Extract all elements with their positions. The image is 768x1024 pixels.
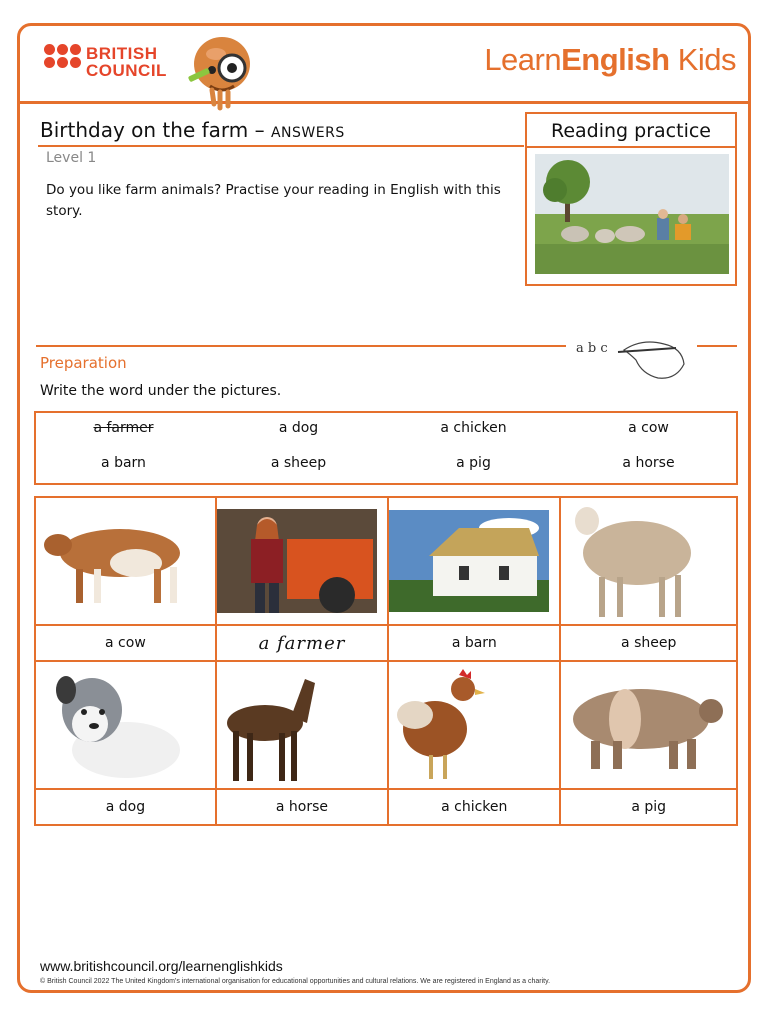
picture-cell (560, 497, 737, 625)
horse-picture (217, 665, 327, 785)
word-bank-row (36, 455, 736, 471)
picture-cell (216, 661, 388, 789)
farmer-picture (217, 509, 377, 613)
worksheet-frame (17, 23, 751, 993)
logo-english: English (561, 42, 670, 77)
picture-row (35, 497, 737, 625)
level-label: Level 1 (46, 150, 97, 166)
picture-cell (388, 497, 560, 625)
reading-practice-box (525, 112, 737, 148)
word-bank-item: a dog (278, 420, 319, 436)
british-council-logo (44, 44, 167, 80)
answer-label: a farmer (216, 625, 388, 661)
preparation-title: Preparation (40, 354, 127, 372)
bc-logo-line-1: BRITISH (86, 44, 158, 63)
picture-cell (560, 661, 737, 789)
farm-scene-photo (535, 154, 729, 274)
word-bank-item: a barn (101, 455, 146, 471)
reading-practice-title: Reading practice (551, 120, 711, 142)
answer-label: a horse (216, 789, 388, 825)
logo-learn: Learn (484, 42, 562, 77)
preparation-divider (36, 345, 566, 347)
page-title (40, 118, 345, 142)
writing-hand-icon (572, 328, 692, 386)
picture-cell (216, 497, 388, 625)
answer-label: a sheep (560, 625, 737, 661)
mascot-icon (186, 32, 258, 112)
word-bank-item: a chicken (440, 420, 507, 436)
answer-label: a cow (35, 625, 216, 661)
preparation-instruction: Write the word under the pictures. (40, 383, 282, 399)
title-row (38, 115, 524, 147)
title-main: Birthday on the farm – (40, 118, 265, 142)
word-bank-row (36, 420, 736, 436)
barn-picture (389, 510, 549, 612)
word-bank-item: a pig (456, 455, 491, 471)
word-bank (34, 411, 738, 485)
chicken-picture (389, 665, 489, 785)
picture-cell (35, 497, 216, 625)
cow-picture (36, 511, 204, 611)
learnenglish-kids-logo (484, 42, 736, 78)
answer-label: a pig (560, 789, 737, 825)
picture-cell (388, 661, 560, 789)
logo-kids: Kids (677, 42, 736, 77)
pig-picture (561, 675, 725, 775)
picture-cell (35, 661, 216, 789)
answer-label: a dog (35, 789, 216, 825)
answer-row (35, 625, 737, 661)
word-bank-item: a farmer (93, 420, 154, 436)
title-answers: ANSWERS (270, 125, 345, 141)
farm-photo-box (525, 147, 737, 286)
bc-logo-line-2: COUNCIL (86, 61, 167, 80)
footer-copyright: © British Council 2022 The United Kingdom's international organisation for educational opportunities and cultural relations. We are registered in England as a charity. (40, 978, 551, 985)
word-bank-item: a sheep (270, 455, 327, 471)
bc-dots-icon (44, 44, 82, 80)
answer-row (35, 789, 737, 825)
answer-label: a chicken (388, 789, 560, 825)
preparation-divider-end (697, 345, 737, 347)
word-bank-item: a cow (628, 420, 669, 436)
pen-letters: a b c (576, 341, 608, 356)
picture-grid (34, 496, 738, 826)
footer-url[interactable]: www.britishcouncil.org/learnenglishkids (40, 958, 283, 974)
header (20, 26, 748, 104)
word-bank-item: a horse (622, 455, 675, 471)
dog-picture (36, 666, 186, 784)
picture-row (35, 661, 737, 789)
intro-text: Do you like farm animals? Practise your reading in English with this story. (46, 182, 501, 219)
answer-label: a barn (388, 625, 560, 661)
sheep-picture (561, 501, 701, 621)
